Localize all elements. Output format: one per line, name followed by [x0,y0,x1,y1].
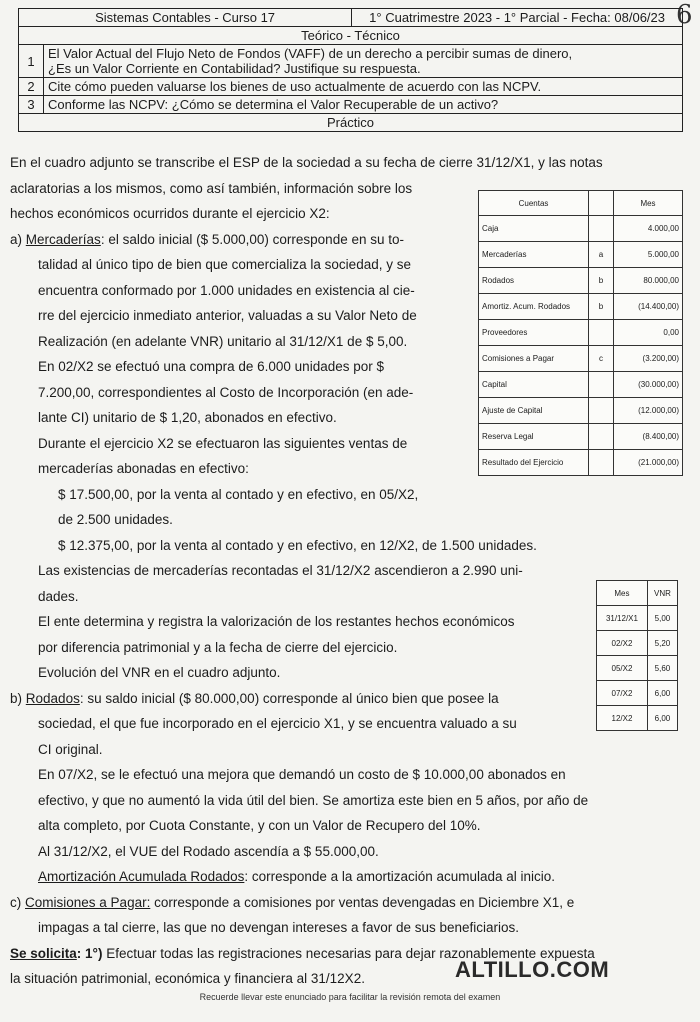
account-name: Rodados [479,268,589,294]
note-a-first-line [10,227,690,253]
vnr-month: 31/12/X1 [597,606,648,631]
account-note: b [589,268,614,294]
question-3: Conforme las NCPV: ¿Cómo se determina el Valor Recuperable de un activo? [44,96,683,114]
account-amount: (30.000,00) [614,372,683,398]
section-theory: Teórico - Técnico [19,27,683,45]
vnr-value: 5,00 [647,606,677,631]
vnr-value: 5,60 [647,656,677,681]
note-a-sale-line: $ 17.500,00, por la venta al contado y en efectivo, en 05/X2, [58,486,419,502]
account-name: Amortiz. Acum. Rodados [479,294,589,320]
corner-mark: 6 [676,0,693,30]
note-a-title: Mercaderías [25,231,101,247]
col-header-vnr: VNR [647,581,677,606]
note-a-line: encuentra conformado por 1.000 unidades en existencia al cie- [38,282,415,298]
request-number: : 1°) [76,945,103,961]
question-number: 2 [19,78,44,96]
account-name: Reserva Legal [479,424,589,450]
note-a-sale-line: $ 12.375,00, por la venta al contado y en efectivo, en 12/X2, de 1.500 unidades. [58,537,537,553]
account-amount: 0,00 [614,320,683,346]
note-c-line: impagas a tal cierre, las que no devengan intereses a favor de sus beneficiarios. [38,920,520,935]
note-a-line: talidad al único tipo de bien que comercializa la sociedad, y se [38,257,411,272]
request-line: la situación patrimonial, económica y financiera al 31/12X2. [10,971,365,986]
question-1-line1: El Valor Actual del Flujo Neto de Fondos (VAFF) de un derecho a percibir sumas de dinero, [48,46,573,61]
account-amount: 4.000,00 [614,216,683,242]
note-b-line: Al 31/12/X2, el VUE del Rodado ascendía a $ 55.000,00. [38,843,379,859]
vnr-month: 12/X2 [597,706,648,731]
note-a-line: dades. [38,588,79,604]
account-name: Mercaderías [479,242,589,268]
note-c-first-line [10,890,690,916]
account-amount: (14.400,00) [614,294,683,320]
vnr-value: 6,00 [647,681,677,706]
col-header-mes: Mes [614,191,683,216]
question-number: 3 [19,96,44,114]
note-b-line: alta completo, por Cuota Constante, y con un Valor de Recupero del 10%. [38,818,481,833]
question-1 [44,45,683,78]
note-a-line: por diferencia patrimonial y a la fecha de cierre del ejercicio. [38,639,398,655]
note-c-text: corresponde a comisiones por ventas devengadas en Diciembre X1, e [150,894,575,910]
account-name: Comisiones a Pagar [479,346,589,372]
note-b-line: efectivo, y que no aumentó la vida útil del bien. Se amortiza este bien en 5 años, por año de [38,792,589,808]
note-a-line: 7.200,00, correspondientes al Costo de Incorporación (en ade- [38,384,414,400]
watermark-logo: ALTILLO.COM [455,957,610,982]
section-practice: Práctico [19,114,683,132]
account-name: Capital [479,372,589,398]
intro-line: hechos económicos ocurridos durante el ejercicio X2: [10,206,330,221]
question-number: 1 [19,45,44,78]
amort-text: : corresponde a la amortización acumulada al inicio. [244,869,556,884]
course-name: Sistemas Contables - Curso 17 [19,9,352,27]
question-1-line2: ¿Es un Valor Corriente en Contabilidad? Justifique su respuesta. [48,61,421,76]
account-note: b [589,294,614,320]
account-amount: (3.200,00) [614,346,683,372]
note-b-line: En 07/X2, se le efectuó una mejora que demandó un costo de $ 10.000,00 abonados en [38,767,566,782]
account-amount: (21.000,00) [614,450,683,476]
account-note: a [589,242,614,268]
note-a-line: En 02/X2 se efectuó una compra de 6.000 unidades por $ [38,359,384,374]
col-header-mes: Mes [597,581,648,606]
note-a-line: El ente determina y registra la valorización de los restantes hechos económicos [38,614,515,629]
note-b-label: b) [10,690,23,706]
account-amount: 80.000,00 [614,268,683,294]
request-text: Efectuar todas las registraciones necesarias para dejar razonablemente expuesta [102,945,595,961]
note-c-label: c) [10,894,22,910]
note-b-first-line [10,686,690,712]
account-amount: (8.400,00) [614,424,683,450]
note-b-line: CI original. [38,741,103,757]
account-name: Resultado del Ejercicio [479,450,589,476]
note-a-line: mercaderías abonadas en efectivo: [38,461,249,476]
note-a-sale-line: de 2.500 unidades. [58,512,173,527]
note-a-line: Las existencias de mercaderías recontadas el 31/12/X2 ascendieron a 2.990 uni- [38,563,523,578]
note-b-title: Rodados [25,690,80,706]
note-a-line: lante CI) unitario de $ 1,20, abonados en efectivo. [38,410,337,425]
intro-line: aclaratorias a los mismos, como así también, información sobre los [10,180,413,196]
vnr-month: 07/X2 [597,681,648,706]
vnr-value: 6,00 [647,706,677,731]
account-amount: 5.000,00 [614,242,683,268]
note-a-label: a) [10,231,23,247]
request-title: Se solicita [10,945,77,961]
note-b-text: : su saldo inicial ($ 80.000,00) corresponde al único bien que posee la [79,690,499,706]
account-name: Caja [479,216,589,242]
exam-info: 1° Cuatrimestre 2023 - 1° Parcial - Fecha: 08/06/23 [352,9,683,27]
footer-note: Recuerde llevar este enunciado para facilitar la revisión remota del examen [199,992,501,1002]
question-2: Cite cómo pueden valuarse los bienes de uso actualmente de acuerdo con las NCPV. [44,78,683,96]
account-note: c [589,346,614,372]
note-a-line: rre del ejercicio inmediato anterior, valuadas a su Valor Neto de [38,308,417,323]
note-a-line: Durante el ejercicio X2 se efectuaron las siguientes ventas de [38,435,408,451]
account-amount: (12.000,00) [614,398,683,424]
note-a-line: Realización (en adelante VNR) unitario al 31/12/X1 de $ 5,00. [38,333,408,349]
vnr-month: 05/X2 [597,656,648,681]
amort-title: Amortización Acumulada Rodados [38,869,245,884]
exam-header-table [18,8,683,132]
col-header-cuentas: Cuentas [479,191,589,216]
account-name: Proveedores [479,320,589,346]
note-a-text: : el saldo inicial ($ 5.000,00) corresponde en su to- [100,231,404,247]
vnr-month: 02/X2 [597,631,648,656]
note-b-line: sociedad, el que fue incorporado en el ejercicio X1, y se encuentra valuado a su [38,716,517,731]
exercise-text [10,150,690,992]
account-name: Ajuste de Capital [479,398,589,424]
note-a-line: Evolución del VNR en el cuadro adjunto. [38,665,281,680]
note-b-amort-line [10,864,690,890]
note-c-title: Comisiones a Pagar: [25,894,151,910]
vnr-value: 5,20 [647,631,677,656]
intro-line: En el cuadro adjunto se transcribe el ESP de la sociedad a su fecha de cierre 31/12/X1, y las notas [10,155,603,170]
